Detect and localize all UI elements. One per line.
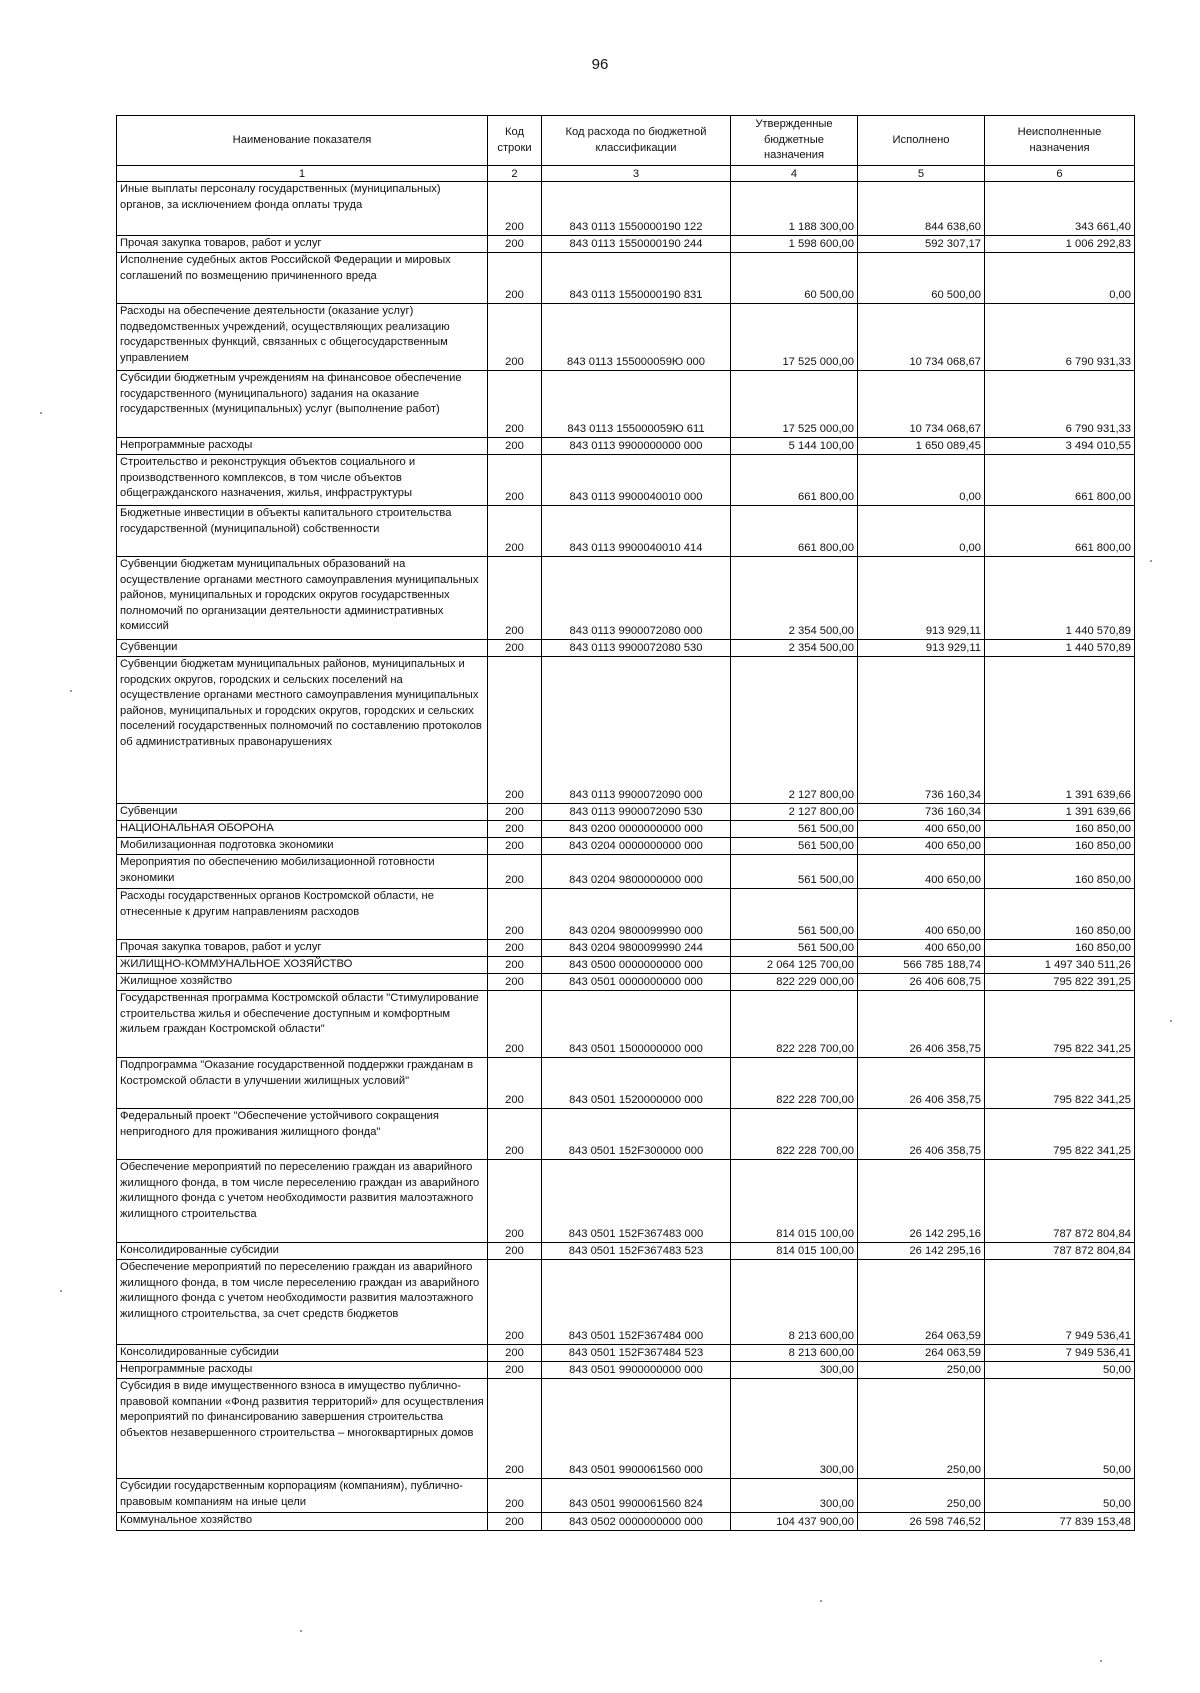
scan-speck <box>1150 560 1152 562</box>
table-body <box>117 182 1135 1531</box>
row-approved-cell: 2 127 800,00 <box>731 657 858 804</box>
row-approved-cell: 1 188 300,00 <box>731 182 858 236</box>
row-executed-cell: 566 785 188,74 <box>858 957 985 974</box>
row-line-code-cell: 200 <box>488 821 542 838</box>
row-unexecuted-cell: 343 661,40 <box>985 182 1135 236</box>
row-unexecuted-cell: 795 822 341,25 <box>985 1109 1135 1160</box>
row-expense-code-cell: 843 0113 1550000190 831 <box>542 253 731 304</box>
row-name-cell: Жилищное хозяйство <box>117 974 488 991</box>
table-row <box>117 1160 1135 1243</box>
row-unexecuted-cell: 160 850,00 <box>985 940 1135 957</box>
table-row <box>117 455 1135 506</box>
row-expense-code-cell: 843 0204 0000000000 000 <box>542 838 731 855</box>
table-row <box>117 253 1135 304</box>
row-approved-cell: 300,00 <box>731 1362 858 1379</box>
row-approved-cell: 8 213 600,00 <box>731 1260 858 1345</box>
row-line-code-cell: 200 <box>488 974 542 991</box>
row-approved-cell: 300,00 <box>731 1379 858 1479</box>
row-executed-cell: 10 734 068,67 <box>858 371 985 438</box>
row-line-code-cell: 200 <box>488 455 542 506</box>
row-line-code-cell: 200 <box>488 1109 542 1160</box>
row-executed-cell: 250,00 <box>858 1379 985 1479</box>
row-approved-cell: 2 127 800,00 <box>731 804 858 821</box>
row-unexecuted-cell: 160 850,00 <box>985 889 1135 940</box>
row-approved-cell: 2 064 125 700,00 <box>731 957 858 974</box>
row-unexecuted-cell: 0,00 <box>985 253 1135 304</box>
row-unexecuted-cell: 661 800,00 <box>985 506 1135 557</box>
row-name-cell: Мероприятия по обеспечению мобилизационной готовности экономики <box>117 855 488 889</box>
row-expense-code-cell: 843 0501 152F367483 000 <box>542 1160 731 1243</box>
row-executed-cell: 26 406 358,75 <box>858 1109 985 1160</box>
table-row <box>117 304 1135 371</box>
row-expense-code-cell: 843 0501 1520000000 000 <box>542 1058 731 1109</box>
table-row <box>117 821 1135 838</box>
row-name-cell: Субвенции <box>117 804 488 821</box>
row-approved-cell: 561 500,00 <box>731 855 858 889</box>
row-line-code-cell: 200 <box>488 371 542 438</box>
column-number: 4 <box>731 166 858 182</box>
row-executed-cell: 592 307,17 <box>858 236 985 253</box>
row-unexecuted-cell: 1 391 639,66 <box>985 657 1135 804</box>
row-name-cell: Консолидированные субсидии <box>117 1243 488 1260</box>
row-approved-cell: 661 800,00 <box>731 455 858 506</box>
row-name-cell: Расходы государственных органов Костромской области, не отнесенные к другим направлениям расходов <box>117 889 488 940</box>
row-approved-cell: 661 800,00 <box>731 506 858 557</box>
row-executed-cell: 400 650,00 <box>858 940 985 957</box>
row-unexecuted-cell: 50,00 <box>985 1479 1135 1513</box>
row-approved-cell: 1 598 600,00 <box>731 236 858 253</box>
column-header-line-code: Код строки <box>488 116 542 166</box>
row-name-cell: Субсидия в виде имущественного взноса в имущество публично-правовой компании «Фонд развития территорий» для осуществления мероприятий по финансированию завершения строительства объектов незавершенного строительства – многоквартирных домов <box>117 1379 488 1479</box>
row-approved-cell: 561 500,00 <box>731 889 858 940</box>
table-row <box>117 182 1135 236</box>
row-expense-code-cell: 843 0204 9800000000 000 <box>542 855 731 889</box>
table-row <box>117 1109 1135 1160</box>
column-header-executed: Исполнено <box>858 116 985 166</box>
table-row <box>117 1379 1135 1479</box>
scan-speck <box>60 1290 62 1292</box>
row-unexecuted-cell: 787 872 804,84 <box>985 1243 1135 1260</box>
column-header-unexecuted: Неисполненные назначения <box>985 116 1135 166</box>
row-approved-cell: 561 500,00 <box>731 940 858 957</box>
row-unexecuted-cell: 787 872 804,84 <box>985 1160 1135 1243</box>
row-name-cell: Субвенции бюджетам муниципальных районов, муниципальных и городских округов, городских и сельских поселений на осуществление органами местного самоуправления муниципальных районов, муниципальных и городских округов, городских и сельских поселений государственных полномочий по составлению протоколов об административных правонарушениях <box>117 657 488 804</box>
row-expense-code-cell: 843 0500 0000000000 000 <box>542 957 731 974</box>
row-name-cell: Прочая закупка товаров, работ и услуг <box>117 236 488 253</box>
row-unexecuted-cell: 6 790 931,33 <box>985 371 1135 438</box>
row-unexecuted-cell: 160 850,00 <box>985 855 1135 889</box>
row-expense-code-cell: 843 0501 152F300000 000 <box>542 1109 731 1160</box>
row-unexecuted-cell: 1 497 340 511,26 <box>985 957 1135 974</box>
table-row <box>117 657 1135 804</box>
column-number: 2 <box>488 166 542 182</box>
row-approved-cell: 561 500,00 <box>731 838 858 855</box>
row-expense-code-cell: 843 0502 0000000000 000 <box>542 1513 731 1531</box>
row-expense-code-cell: 843 0113 1550000190 122 <box>542 182 731 236</box>
row-expense-code-cell: 843 0113 9900040010 000 <box>542 455 731 506</box>
row-line-code-cell: 200 <box>488 557 542 640</box>
row-executed-cell: 400 650,00 <box>858 889 985 940</box>
row-unexecuted-cell: 160 850,00 <box>985 821 1135 838</box>
table-row <box>117 438 1135 455</box>
scan-speck <box>1170 1020 1172 1022</box>
row-name-cell: Обеспечение мероприятий по переселению граждан из аварийного жилищного фонда, в том числе переселению граждан из аварийного жилищного фонда с учетом необходимости развития малоэтажного жилищного строительства, за счет средств бюджетов <box>117 1260 488 1345</box>
row-line-code-cell: 200 <box>488 855 542 889</box>
row-name-cell: Непрограммные расходы <box>117 1362 488 1379</box>
row-unexecuted-cell: 1 006 292,83 <box>985 236 1135 253</box>
row-expense-code-cell: 843 0113 9900000000 000 <box>542 438 731 455</box>
row-name-cell: Расходы на обеспечение деятельности (оказание услуг) подведомственных учреждений, осуществляющих реализацию государственных функций, связанных с общегосударственным управлением <box>117 304 488 371</box>
row-approved-cell: 2 354 500,00 <box>731 557 858 640</box>
column-header-approved: Утвержденные бюджетные назначения <box>731 116 858 166</box>
row-approved-cell: 822 228 700,00 <box>731 1058 858 1109</box>
row-executed-cell: 400 650,00 <box>858 821 985 838</box>
row-unexecuted-cell: 77 839 153,48 <box>985 1513 1135 1531</box>
row-approved-cell: 822 228 700,00 <box>731 1109 858 1160</box>
row-executed-cell: 60 500,00 <box>858 253 985 304</box>
row-name-cell: ЖИЛИЩНО-КОММУНАЛЬНОЕ ХОЗЯЙСТВО <box>117 957 488 974</box>
row-name-cell: Государственная программа Костромской области "Стимулирование строительства жилья и обеспечение доступным и комфортным жильем граждан Костромской области" <box>117 991 488 1058</box>
row-name-cell: Коммунальное хозяйство <box>117 1513 488 1531</box>
table-row <box>117 957 1135 974</box>
row-line-code-cell: 200 <box>488 657 542 804</box>
row-name-cell: Субвенции <box>117 640 488 657</box>
scan-speck <box>300 1630 302 1632</box>
row-executed-cell: 26 142 295,16 <box>858 1160 985 1243</box>
row-executed-cell: 0,00 <box>858 455 985 506</box>
row-approved-cell: 300,00 <box>731 1479 858 1513</box>
row-line-code-cell: 200 <box>488 1160 542 1243</box>
row-expense-code-cell: 843 0501 152F367483 523 <box>542 1243 731 1260</box>
column-number-row <box>117 166 1135 182</box>
table-row <box>117 1362 1135 1379</box>
table-row <box>117 1260 1135 1345</box>
row-unexecuted-cell: 50,00 <box>985 1379 1135 1479</box>
row-expense-code-cell: 843 0501 0000000000 000 <box>542 974 731 991</box>
row-name-cell: Субсидии бюджетным учреждениям на финансовое обеспечение государственного (муниципального) задания на оказание государственных (муниципальных) услуг (выполнение работ) <box>117 371 488 438</box>
row-expense-code-cell: 843 0113 9900072090 000 <box>542 657 731 804</box>
row-expense-code-cell: 843 0501 152F367484 523 <box>542 1345 731 1362</box>
scan-speck <box>40 412 42 414</box>
row-executed-cell: 400 650,00 <box>858 855 985 889</box>
row-executed-cell: 736 160,34 <box>858 657 985 804</box>
table-row <box>117 1479 1135 1513</box>
row-line-code-cell: 200 <box>488 1379 542 1479</box>
row-expense-code-cell: 843 0113 9900040010 414 <box>542 506 731 557</box>
row-line-code-cell: 200 <box>488 1513 542 1531</box>
table-row <box>117 838 1135 855</box>
row-approved-cell: 17 525 000,00 <box>731 304 858 371</box>
row-name-cell: Иные выплаты персоналу государственных (муниципальных) органов, за исключением фонда оплаты труда <box>117 182 488 236</box>
row-name-cell: Бюджетные инвестиции в объекты капитального строительства государственной (муниципальной) собственности <box>117 506 488 557</box>
row-expense-code-cell: 843 0113 9900072080 530 <box>542 640 731 657</box>
table-row <box>117 889 1135 940</box>
row-unexecuted-cell: 7 949 536,41 <box>985 1345 1135 1362</box>
row-executed-cell: 10 734 068,67 <box>858 304 985 371</box>
table-row <box>117 1243 1135 1260</box>
row-line-code-cell: 200 <box>488 182 542 236</box>
row-unexecuted-cell: 160 850,00 <box>985 838 1135 855</box>
page-number: 96 <box>591 56 609 73</box>
table-row <box>117 1058 1135 1109</box>
row-unexecuted-cell: 1 440 570,89 <box>985 640 1135 657</box>
row-expense-code-cell: 843 0204 9800099990 244 <box>542 940 731 957</box>
row-unexecuted-cell: 795 822 341,25 <box>985 991 1135 1058</box>
row-name-cell: Консолидированные субсидии <box>117 1345 488 1362</box>
row-approved-cell: 17 525 000,00 <box>731 371 858 438</box>
row-approved-cell: 8 213 600,00 <box>731 1345 858 1362</box>
row-executed-cell: 26 406 358,75 <box>858 1058 985 1109</box>
table-row <box>117 506 1135 557</box>
row-executed-cell: 400 650,00 <box>858 838 985 855</box>
row-executed-cell: 264 063,59 <box>858 1260 985 1345</box>
table-row <box>117 991 1135 1058</box>
row-executed-cell: 913 929,11 <box>858 557 985 640</box>
row-line-code-cell: 200 <box>488 304 542 371</box>
table-row <box>117 940 1135 957</box>
row-expense-code-cell: 843 0204 9800099990 000 <box>542 889 731 940</box>
row-line-code-cell: 200 <box>488 940 542 957</box>
row-executed-cell: 1 650 089,45 <box>858 438 985 455</box>
row-expense-code-cell: 843 0501 9900061560 824 <box>542 1479 731 1513</box>
row-line-code-cell: 200 <box>488 438 542 455</box>
row-line-code-cell: 200 <box>488 1362 542 1379</box>
column-number: 3 <box>542 166 731 182</box>
scan-speck <box>1100 1660 1102 1662</box>
row-name-cell: Подпрограмма "Оказание государственной поддержки гражданам в Костромской области в улучшении жилищных условий" <box>117 1058 488 1109</box>
row-approved-cell: 814 015 100,00 <box>731 1243 858 1260</box>
row-expense-code-cell: 843 0501 1500000000 000 <box>542 991 731 1058</box>
row-line-code-cell: 200 <box>488 1345 542 1362</box>
row-unexecuted-cell: 795 822 341,25 <box>985 1058 1135 1109</box>
table-row <box>117 557 1135 640</box>
row-expense-code-cell: 843 0113 155000059Ю 611 <box>542 371 731 438</box>
row-line-code-cell: 200 <box>488 889 542 940</box>
row-expense-code-cell: 843 0501 9900061560 000 <box>542 1379 731 1479</box>
table-row <box>117 371 1135 438</box>
row-executed-cell: 913 929,11 <box>858 640 985 657</box>
table-row <box>117 804 1135 821</box>
row-line-code-cell: 200 <box>488 1243 542 1260</box>
row-name-cell: Исполнение судебных актов Российской Федерации и мировых соглашений по возмещению причиненного вреда <box>117 253 488 304</box>
row-name-cell: Прочая закупка товаров, работ и услуг <box>117 940 488 957</box>
scan-speck <box>820 1600 822 1602</box>
row-expense-code-cell: 843 0113 1550000190 244 <box>542 236 731 253</box>
row-name-cell: Федеральный проект "Обеспечение устойчивого сокращения непригодного для проживания жилищного фонда" <box>117 1109 488 1160</box>
row-executed-cell: 26 142 295,16 <box>858 1243 985 1260</box>
row-expense-code-cell: 843 0501 152F367484 000 <box>542 1260 731 1345</box>
row-unexecuted-cell: 1 391 639,66 <box>985 804 1135 821</box>
row-line-code-cell: 200 <box>488 1058 542 1109</box>
row-line-code-cell: 200 <box>488 1479 542 1513</box>
row-executed-cell: 26 598 746,52 <box>858 1513 985 1531</box>
table-row <box>117 974 1135 991</box>
row-executed-cell: 250,00 <box>858 1362 985 1379</box>
row-approved-cell: 814 015 100,00 <box>731 1160 858 1243</box>
column-number: 1 <box>117 166 488 182</box>
row-unexecuted-cell: 6 790 931,33 <box>985 304 1135 371</box>
column-header-name: Наименование показателя <box>117 116 488 166</box>
row-approved-cell: 5 144 100,00 <box>731 438 858 455</box>
row-line-code-cell: 200 <box>488 804 542 821</box>
row-unexecuted-cell: 1 440 570,89 <box>985 557 1135 640</box>
row-executed-cell: 264 063,59 <box>858 1345 985 1362</box>
table-row <box>117 1513 1135 1531</box>
row-line-code-cell: 200 <box>488 253 542 304</box>
column-header-expense-code: Код расхода по бюджетной классификации <box>542 116 731 166</box>
row-unexecuted-cell: 50,00 <box>985 1362 1135 1379</box>
row-name-cell: Непрограммные расходы <box>117 438 488 455</box>
row-executed-cell: 0,00 <box>858 506 985 557</box>
row-executed-cell: 844 638,60 <box>858 182 985 236</box>
row-expense-code-cell: 843 0113 155000059Ю 000 <box>542 304 731 371</box>
table-header-row <box>117 116 1135 166</box>
row-line-code-cell: 200 <box>488 640 542 657</box>
row-approved-cell: 561 500,00 <box>731 821 858 838</box>
row-name-cell: Обеспечение мероприятий по переселению граждан из аварийного жилищного фонда, в том числе переселению граждан из аварийного жилищного фонда с учетом необходимости развития малоэтажного жилищного строительства <box>117 1160 488 1243</box>
column-number: 5 <box>858 166 985 182</box>
row-line-code-cell: 200 <box>488 1260 542 1345</box>
row-approved-cell: 822 229 000,00 <box>731 974 858 991</box>
table-row <box>117 855 1135 889</box>
row-unexecuted-cell: 795 822 391,25 <box>985 974 1135 991</box>
row-executed-cell: 26 406 358,75 <box>858 991 985 1058</box>
row-approved-cell: 2 354 500,00 <box>731 640 858 657</box>
row-line-code-cell: 200 <box>488 838 542 855</box>
row-expense-code-cell: 843 0501 9900000000 000 <box>542 1362 731 1379</box>
row-approved-cell: 104 437 900,00 <box>731 1513 858 1531</box>
table-row <box>117 640 1135 657</box>
budget-execution-table <box>116 115 1135 1531</box>
row-name-cell: Субсидии государственным корпорациям (компаниям), публично-правовым компаниям на иные цели <box>117 1479 488 1513</box>
row-expense-code-cell: 843 0200 0000000000 000 <box>542 821 731 838</box>
row-executed-cell: 250,00 <box>858 1479 985 1513</box>
row-line-code-cell: 200 <box>488 991 542 1058</box>
row-expense-code-cell: 843 0113 9900072080 000 <box>542 557 731 640</box>
row-executed-cell: 736 160,34 <box>858 804 985 821</box>
row-name-cell: Мобилизационная подготовка экономики <box>117 838 488 855</box>
row-approved-cell: 822 228 700,00 <box>731 991 858 1058</box>
row-line-code-cell: 200 <box>488 957 542 974</box>
row-approved-cell: 60 500,00 <box>731 253 858 304</box>
row-expense-code-cell: 843 0113 9900072090 530 <box>542 804 731 821</box>
table-row <box>117 236 1135 253</box>
row-line-code-cell: 200 <box>488 236 542 253</box>
row-name-cell: Строительство и реконструкция объектов социального и производственного комплексов, в том числе объектов общегражданского назначения, жилья, инфраструктуры <box>117 455 488 506</box>
row-line-code-cell: 200 <box>488 506 542 557</box>
row-name-cell: Субвенции бюджетам муниципальных образований на осуществление органами местного самоуправления муниципальных районов, муниципальных и городских округов государственных полномочий по организации деятельности административных комиссий <box>117 557 488 640</box>
row-unexecuted-cell: 661 800,00 <box>985 455 1135 506</box>
column-number: 6 <box>985 166 1135 182</box>
row-executed-cell: 26 406 608,75 <box>858 974 985 991</box>
row-name-cell: НАЦИОНАЛЬНАЯ ОБОРОНА <box>117 821 488 838</box>
table-row <box>117 1345 1135 1362</box>
row-unexecuted-cell: 7 949 536,41 <box>985 1260 1135 1345</box>
scan-speck <box>70 690 72 692</box>
row-unexecuted-cell: 3 494 010,55 <box>985 438 1135 455</box>
